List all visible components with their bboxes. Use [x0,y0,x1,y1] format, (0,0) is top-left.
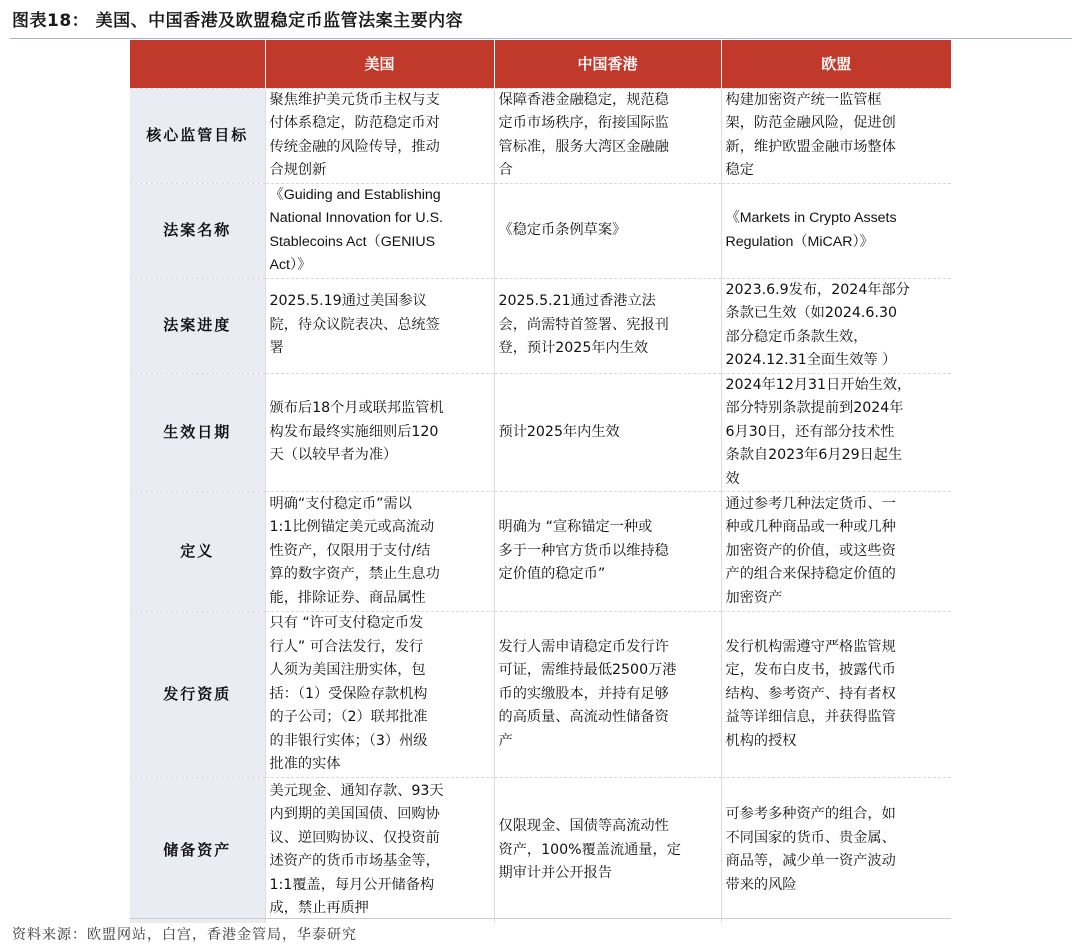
cell-hk: 预计2025年内生效 [494,373,721,492]
cell-us: 聚焦维护美元货币主权与支 付体系稳定，防范稳定币对 传统金融的风险传导，推动 合规创新 [265,88,494,183]
header-eu: 欧盟 [721,40,951,88]
row-label-act-name: 法案名称 [130,183,265,278]
source-note: 资料来源：欧盟网站，白宫，香港金管局，华泰研究 [12,927,357,943]
table-row [130,612,951,778]
table-row [130,777,951,923]
cell-us: 明确“支付稳定币”需以 1:1比例锚定美元或高流动 性资产，仅限用于支付/结 算的数字资产，禁止生息功 能，排除证券、商品属性 [265,492,494,612]
cell-hk: 仅限现金、国债等高流动性 资产，100%覆盖流通量，定 期审计并公开报告 [494,777,721,923]
cell-us: 2025.5.19通过美国参议 院，待众议院表决、总统签 署 [265,278,494,373]
cell-hk: 2025.5.21通过香港立法 会，尚需特首签署、宪报刊 登，预计2025年内生效 [494,278,721,373]
table-row [130,88,951,183]
cell-hk: 《稳定币条例草案》 [494,183,721,278]
figure-title: 图表18： 美国、中国香港及欧盟稳定币监管法案主要内容 [12,11,464,31]
comparison-table [130,40,951,923]
table-row [130,278,951,373]
cell-eu: 发行机构需遵守严格监管规 定，发布白皮书，披露代币 结构、参考资产、持有者权 益等详细信息，并获得监管 机构的授权 [721,612,951,778]
cell-eu: 2023.6.9发布，2024年部分 条款已生效（如2024.6.30 部分稳定币条款生效， 2024.12.31全面生效等 ） [721,278,951,373]
cell-eu: 构建加密资产统一监管框 架，防范金融风险，促进创 新，维护欧盟金融市场整体 稳定 [721,88,951,183]
header-blank [130,40,265,88]
row-label-effective-date: 生效日期 [130,373,265,492]
header-us: 美国 [265,40,494,88]
table-row [130,183,951,278]
cell-us: 只有 “许可支付稳定币发 行人” 可合法发行，发行 人须为美国注册实体，包 括：（1）受保险存款机构 的子公司；（2）联邦批准 的非银行实体；（3）州级 批准的实体 [265,612,494,778]
table-row [130,373,951,492]
row-label-reserve-assets: 储备资产 [130,777,265,923]
title-divider [10,38,1072,39]
table-row [130,492,951,612]
cell-hk: 发行人需申请稳定币发行许 可证，需维持最低2500万港 币的实缴股本，并持有足够 的高质量、高流动性储备资 产 [494,612,721,778]
cell-us: 《Guiding and Establishing National Innovation for U.S. Stablecoins Act（GENIUS Act）》 [265,183,494,278]
table-bottom-divider [130,918,951,919]
cell-eu: 2024年12月31日开始生效， 部分特别条款提前到2024年 6月30日，还有部分技术性 条款自2023年6月29日起生 效 [721,373,951,492]
cell-us: 美元现金、通知存款、93天 内到期的美国国债、回购协 议、逆回购协议、仅投资前 述资产的货币市场基金等， 1:1覆盖，每月公开储备构 成，禁止再质押 [265,777,494,923]
row-label-definition: 定义 [130,492,265,612]
cell-eu: 《Markets in Crypto Assets Regulation（MiCAR）》 [721,183,951,278]
cell-eu: 可参考多种资产的组合，如 不同国家的货币、贵金属、 商品等，减少单一资产波动 带来的风险 [721,777,951,923]
cell-hk: 明确为 “宣称锚定一种或 多于一种官方货币以维持稳 定价值的稳定币” [494,492,721,612]
row-label-issuer-qualification: 发行资质 [130,612,265,778]
cell-eu: 通过参考几种法定货币、一 种或几种商品或一种或几种 加密资产的价值，或这些资 产的组合来保持稳定价值的 加密资产 [721,492,951,612]
cell-hk: 保障香港金融稳定，规范稳 定币市场秩序，衔接国际监 管标准，服务大湾区金融融 合 [494,88,721,183]
row-label-progress: 法案进度 [130,278,265,373]
row-label-core-objective: 核心监管目标 [130,88,265,183]
cell-us: 颁布后18个月或联邦监管机 构发布最终实施细则后120 天（以较早者为准） [265,373,494,492]
header-hk: 中国香港 [494,40,721,88]
table-header-row [130,40,951,88]
